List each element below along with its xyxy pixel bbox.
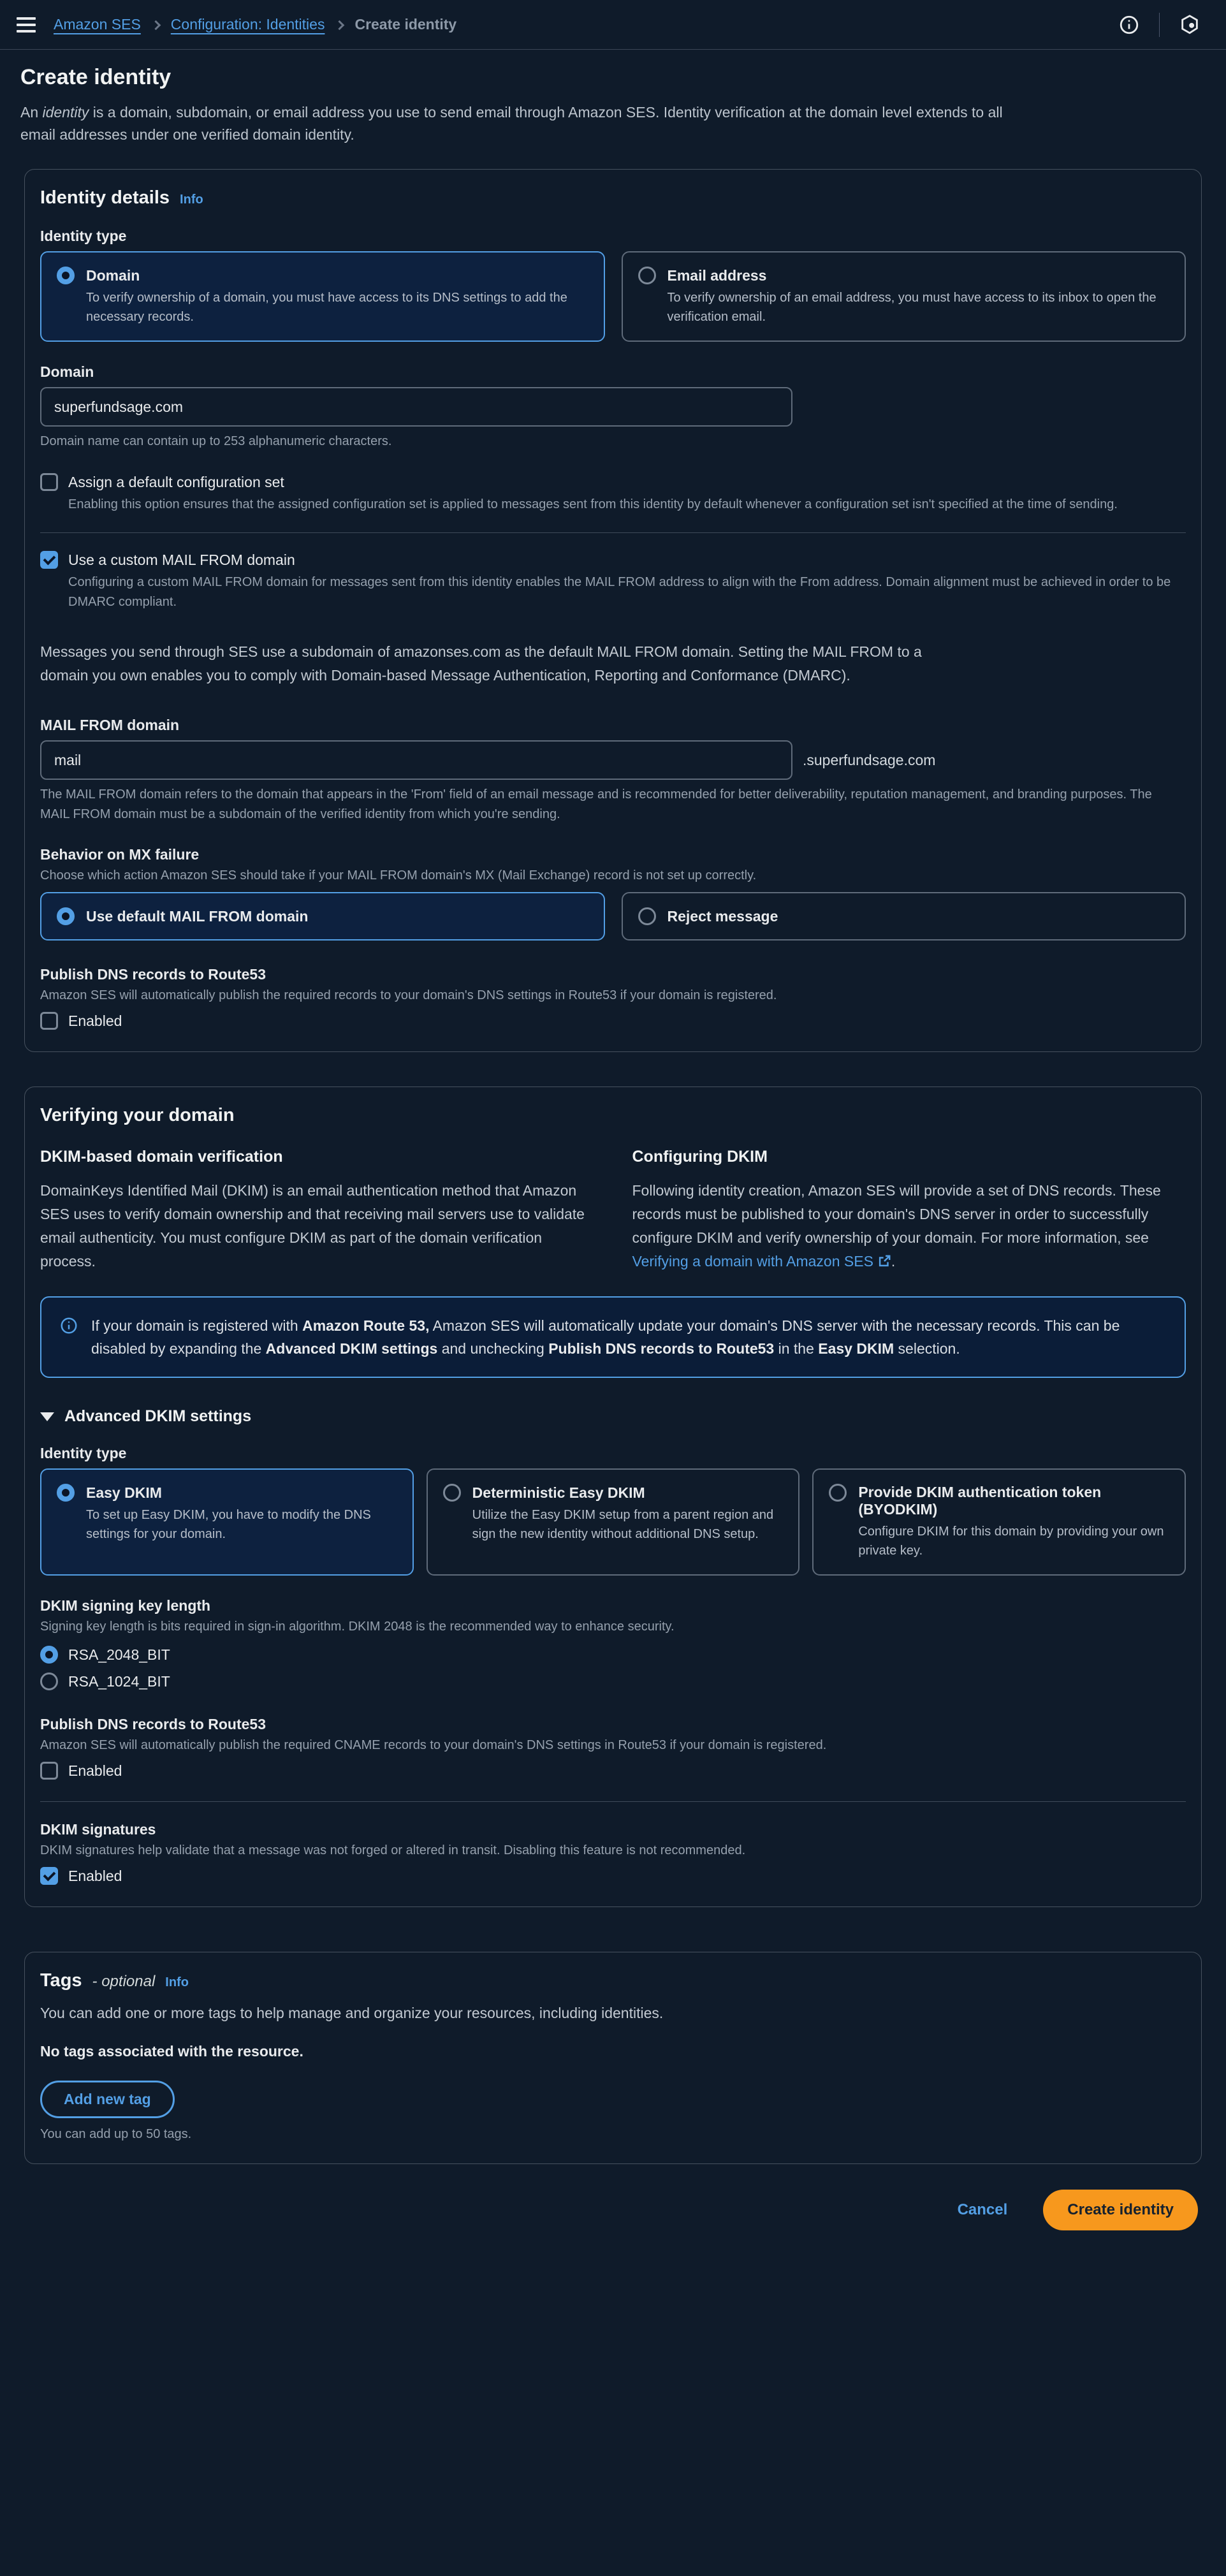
- breadcrumb-current: Create identity: [354, 16, 457, 33]
- intro-text: is a domain, subdomain, or email address you use to send email through Amazon SES. Identity verification at the domain level extends to all email addresses under one verified domain identity.: [20, 104, 1003, 143]
- triangle-down-icon: [40, 1412, 54, 1421]
- advanced-dkim-expander[interactable]: [40, 1407, 1186, 1426]
- top-navigation-bar: [0, 0, 1226, 50]
- email-card-desc: To verify ownership of an email address, you must have access to its inbox to open the verification email.: [667, 291, 1157, 324]
- easy-dkim-card[interactable]: [40, 1468, 414, 1576]
- default-config-set-checkbox-row[interactable]: [40, 473, 1186, 491]
- breadcrumb-configuration-identities[interactable]: Configuration: Identities: [170, 16, 325, 33]
- alert-text-part: If your domain is registered with: [91, 1317, 303, 1334]
- radio-unselected-icon[interactable]: [829, 1484, 847, 1502]
- chevron-right-icon: [151, 20, 161, 31]
- dkim-route53-label: Publish DNS records to Route53: [40, 1716, 266, 1732]
- default-config-set-desc: Enabling this option ensures that the assigned configuration set is applied to messages sent from this identity by default whenever a configuration set isn't specified at the time of sending.: [68, 497, 1118, 511]
- radio-unselected-icon[interactable]: [638, 267, 656, 284]
- rsa-2048-label: RSA_2048_BIT: [68, 1646, 170, 1663]
- alert-text-part: selection.: [894, 1340, 960, 1357]
- tags-desc: You can add one or more tags to help manage and organize your resources, including identities.: [40, 2005, 664, 2021]
- dkim-route53-enabled-row[interactable]: [40, 1762, 1186, 1780]
- identity-details-info-link[interactable]: Info: [180, 193, 203, 207]
- configuring-dkim-paragraph: [632, 1179, 1186, 1273]
- identity-details-heading-text: Identity details: [40, 187, 170, 208]
- mx-use-default-card[interactable]: [40, 892, 605, 940]
- rsa-1024-option[interactable]: [40, 1672, 1186, 1690]
- route53-publish-label: Publish DNS records to Route53: [40, 966, 266, 983]
- dkim-type-card-row: [40, 1468, 1186, 1576]
- external-link-icon: [877, 1254, 891, 1268]
- intro-text: An: [20, 104, 43, 121]
- radio-unselected-icon[interactable]: [40, 1672, 58, 1690]
- mx-use-default-label: Use default MAIL FROM domain: [86, 907, 309, 925]
- domain-field-label: Domain: [40, 363, 94, 380]
- verifying-domain-panel: [24, 1087, 1202, 1907]
- verifying-domain-heading: [40, 1105, 1186, 1126]
- hexagon-settings-icon[interactable]: [1179, 14, 1200, 36]
- checkbox-unchecked-icon[interactable]: [40, 473, 58, 491]
- radio-unselected-icon[interactable]: [443, 1484, 461, 1502]
- custom-mail-from-desc: Configuring a custom MAIL FROM domain for messages sent from this identity enables the MAIL FROM address to align with the From address. Domain alignment must be achieved in order to be DMARC compliant.: [68, 575, 1171, 609]
- radio-selected-icon[interactable]: [57, 1484, 75, 1502]
- dkim-signatures-desc: DKIM signatures help validate that a message was not forged or altered in transit. Disabling this feature is not recommended.: [40, 1843, 746, 1857]
- intro-italic-identity: identity: [42, 104, 89, 121]
- email-card-title: Email address: [667, 267, 767, 284]
- byodkim-card[interactable]: [812, 1468, 1186, 1576]
- cancel-button[interactable]: Cancel: [957, 2201, 1008, 2218]
- alert-text: [91, 1314, 1140, 1360]
- section-divider: [40, 1801, 1186, 1802]
- easy-dkim-title: Easy DKIM: [86, 1484, 162, 1501]
- radio-selected-icon[interactable]: [40, 1646, 58, 1664]
- domain-card-title: Domain: [86, 267, 140, 284]
- mail-from-help-text: The MAIL FROM domain refers to the domain that appears in the 'From' field of an email message and is recommended for better deliverability, reputation management, and branding purposes. The MAIL FROM domain must be a subdomain of the verified identity from which you're sending.: [40, 787, 1152, 821]
- radio-selected-icon[interactable]: [57, 267, 75, 284]
- alert-bold-easy-dkim: Easy DKIM: [818, 1340, 894, 1357]
- route53-enabled-label: Enabled: [68, 1012, 122, 1029]
- identity-type-card-row: [40, 251, 1186, 342]
- configuring-dkim-column: [632, 1148, 1186, 1273]
- dkim-key-length-label: DKIM signing key length: [40, 1597, 211, 1614]
- dkim-route53-desc: Amazon SES will automatically publish the required CNAME records to your domain's DNS settings in Route53 if your domain is registered.: [40, 1738, 827, 1752]
- dkim-route53-enabled-label: Enabled: [68, 1762, 122, 1779]
- identity-details-panel: [24, 169, 1202, 1052]
- verifying-domain-link[interactable]: Verifying a domain with Amazon SES: [632, 1253, 873, 1270]
- dkim-signatures-enabled-row[interactable]: [40, 1867, 1186, 1885]
- domain-help-text: Domain name can contain up to 253 alphanumeric characters.: [40, 434, 392, 448]
- add-new-tag-button[interactable]: Add new tag: [40, 2081, 175, 2118]
- deterministic-dkim-card[interactable]: [427, 1468, 800, 1576]
- dkim-verification-column: [40, 1148, 594, 1273]
- section-divider: [40, 532, 1186, 533]
- dkim-signatures-enabled-label: Enabled: [68, 1867, 122, 1884]
- topbar-divider: [1159, 13, 1160, 37]
- route53-publish-desc: Amazon SES will automatically publish the required records to your domain's DNS settings in Route53 if your domain is registered.: [40, 988, 777, 1002]
- dkim-verification-heading: DKIM-based domain verification: [40, 1148, 283, 1166]
- identity-type-email-card[interactable]: [622, 251, 1186, 342]
- tags-heading-text: Tags: [40, 1970, 82, 1991]
- configuring-dkim-heading: Configuring DKIM: [632, 1148, 768, 1166]
- byodkim-title: Provide DKIM authentication token (BYODKIM): [858, 1484, 1102, 1518]
- alert-bold-publish-dns: Publish DNS records to Route53: [548, 1340, 775, 1357]
- route53-enabled-checkbox-row[interactable]: [40, 1012, 1186, 1030]
- page-intro: [20, 101, 1028, 146]
- mx-failure-label: Behavior on MX failure: [40, 846, 200, 863]
- advanced-dkim-label: Advanced DKIM settings: [64, 1407, 252, 1425]
- mail-from-domain-suffix: .superfundsage.com: [803, 751, 936, 768]
- mx-failure-desc: Choose which action Amazon SES should take if your MAIL FROM domain's MX (Mail Exchange) record is not set up correctly.: [40, 868, 757, 882]
- checkbox-checked-icon[interactable]: [40, 551, 58, 569]
- dkim-verification-paragraph: DomainKeys Identified Mail (DKIM) is an email authentication method that Amazon SES uses to verify domain ownership and that receiving mail servers use to validate email authenticity. You must configure DKIM as part of the domain verification process.: [40, 1182, 585, 1270]
- configuring-dkim-text: Following identity creation, Amazon SES will provide a set of DNS records. These records must be published to your domain's DNS server in order to successfully configure DKIM and verify ownership of your domain. For more information, see: [632, 1182, 1161, 1246]
- checkbox-unchecked-icon[interactable]: [40, 1012, 58, 1030]
- breadcrumb: [54, 16, 456, 33]
- alert-bold-route53: Amazon Route 53,: [302, 1317, 430, 1334]
- domain-card-desc: To verify ownership of a domain, you must have access to its DNS settings to add the necessary records.: [86, 291, 567, 324]
- verify-columns: [40, 1148, 1186, 1273]
- dkim-signatures-label: DKIM signatures: [40, 1821, 156, 1838]
- mx-reject-label: Reject message: [667, 907, 778, 925]
- easy-dkim-desc: To set up Easy DKIM, you have to modify the DNS settings for your domain.: [86, 1508, 371, 1541]
- alert-text-part: and unchecking: [437, 1340, 549, 1357]
- custom-mail-from-checkbox-row[interactable]: [40, 551, 1186, 569]
- page-header: [0, 50, 1226, 150]
- checkbox-checked-icon[interactable]: [40, 1867, 58, 1885]
- tags-panel: [24, 1952, 1202, 2164]
- byodkim-desc: Configure DKIM for this domain by providing your own private key.: [858, 1525, 1164, 1558]
- mail-from-domain-input[interactable]: [40, 740, 792, 780]
- mail-from-domain-label: MAIL FROM domain: [40, 717, 180, 733]
- identity-details-heading: [40, 187, 1186, 209]
- default-config-set-label: Assign a default configuration set: [68, 473, 284, 490]
- checkbox-unchecked-icon[interactable]: [40, 1762, 58, 1780]
- identity-type-domain-card[interactable]: [40, 251, 605, 342]
- rsa-1024-label: RSA_1024_BIT: [68, 1672, 170, 1690]
- chevron-right-icon: [335, 20, 345, 31]
- custom-mail-from-label: Use a custom MAIL FROM domain: [68, 551, 295, 568]
- identity-type-label: Identity type: [40, 228, 127, 244]
- alert-text-part: in the: [774, 1340, 819, 1357]
- mail-from-note: Messages you send through SES use a subdomain of amazonses.com as the default MAIL FROM domain. Setting the MAIL FROM to a domain you own enables you to comply with Domain-based Message Authentication, Reporting and Conformance (DMARC).: [40, 643, 922, 684]
- deterministic-dkim-desc: Utilize the Easy DKIM setup from a parent region and sign the new identity without additional DNS setup.: [472, 1508, 774, 1541]
- dkim-identity-type-label: Identity type: [40, 1445, 127, 1461]
- form-actions: [0, 2190, 1198, 2230]
- info-circle-icon[interactable]: [1118, 14, 1140, 36]
- mx-failure-card-row: [40, 892, 1186, 940]
- tags-info-link[interactable]: Info: [165, 1975, 189, 1989]
- mx-reject-card[interactable]: [622, 892, 1186, 940]
- radio-unselected-icon[interactable]: [638, 907, 656, 925]
- rsa-2048-option[interactable]: [40, 1646, 1186, 1664]
- route53-info-alert: [40, 1296, 1186, 1378]
- alert-text-part: Amazon SES will automatically update your domain's DNS server with the necessary records. This can be disabled by expanding the: [91, 1317, 1120, 1357]
- no-tags-text: No tags associated with the resource.: [40, 2043, 303, 2060]
- breadcrumb-amazon-ses[interactable]: Amazon SES: [54, 16, 141, 33]
- radio-selected-icon[interactable]: [57, 907, 75, 925]
- tags-heading: [40, 1970, 1186, 1991]
- configuring-dkim-text: .: [891, 1253, 896, 1270]
- menu-icon[interactable]: [17, 17, 36, 33]
- domain-input[interactable]: [40, 387, 792, 427]
- verifying-domain-heading-text: Verifying your domain: [40, 1105, 235, 1125]
- deterministic-dkim-title: Deterministic Easy DKIM: [472, 1484, 645, 1501]
- tags-limit-text: You can add up to 50 tags.: [40, 2127, 192, 2141]
- dkim-key-length-desc: Signing key length is bits required in sign-in algorithm. DKIM 2048 is the recommended way to enhance security.: [40, 1620, 675, 1634]
- alert-bold-advanced-dkim: Advanced DKIM settings: [265, 1340, 438, 1357]
- tags-optional-text: - optional: [92, 1973, 156, 1990]
- info-icon: [59, 1316, 78, 1335]
- create-identity-button[interactable]: Create identity: [1043, 2190, 1198, 2230]
- page-title: Create identity: [20, 65, 171, 89]
